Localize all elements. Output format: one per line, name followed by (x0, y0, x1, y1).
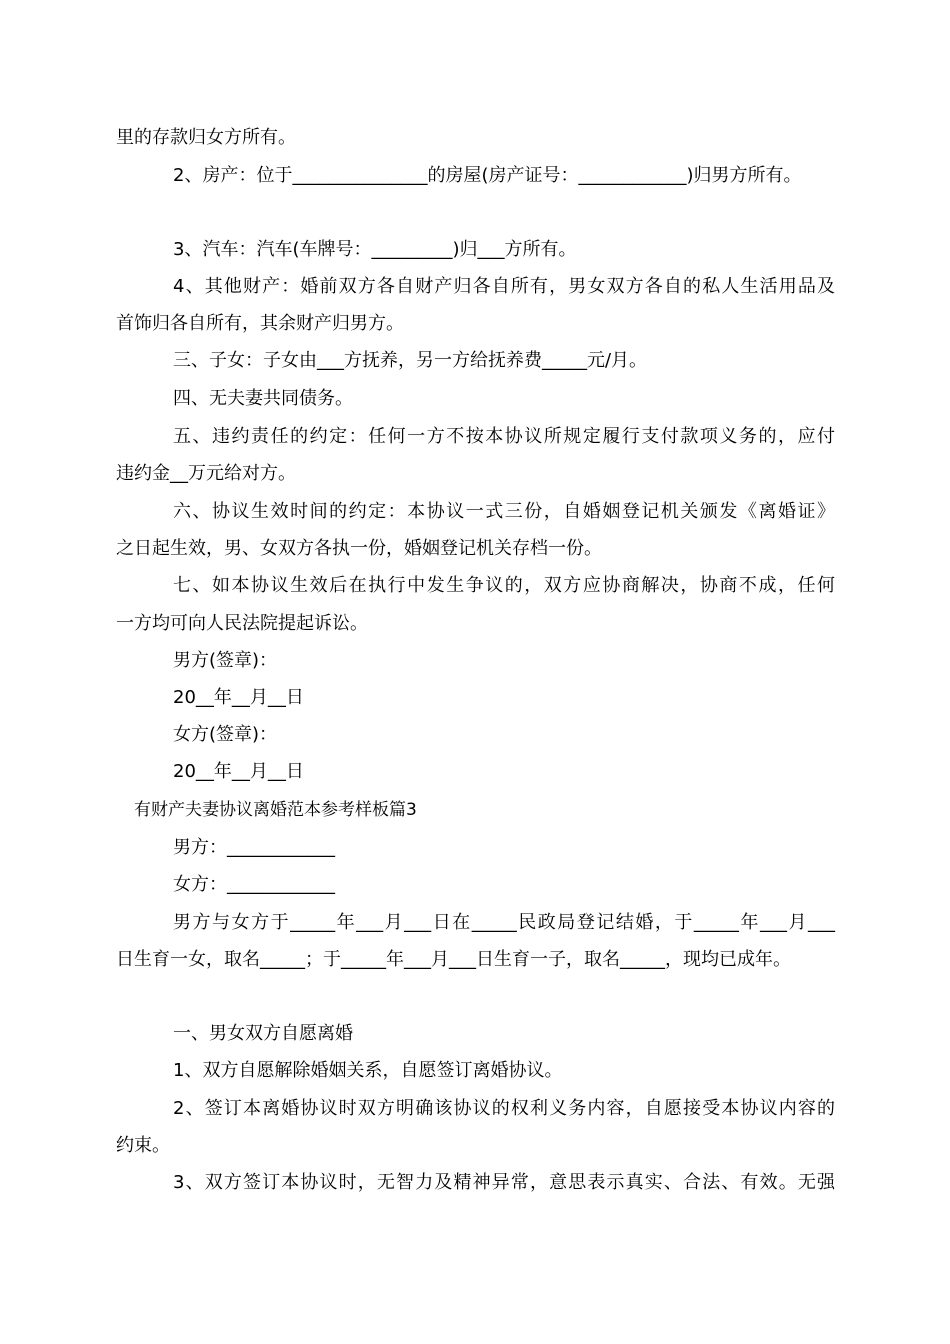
date-line: 20__年__月__日 (173, 687, 304, 708)
paragraph-line: 之日起生效，男、女双方各执一份，婚姻登记机关存档一份。 (116, 538, 602, 559)
paragraph-line: 一方均可向人民法院提起诉讼。 (116, 613, 368, 634)
paragraph-line: 六、协议生效时间的约定：本协议一式三份，自婚姻登记机关颁发《离婚证》 (173, 501, 835, 522)
signature-label: 女方(签章)： (173, 724, 278, 745)
paragraph-line: 违约金__万元给对方。 (116, 463, 296, 484)
clause-heading: 一、男女双方自愿离婚 (173, 1023, 353, 1044)
paragraph-line: 2、房产：位于_______________的房屋(房产证号：____________)归男方所有。 (173, 165, 802, 186)
paragraph-line: 3、双方签订本协议时，无智力及精神异常，意思表示真实、合法、有效。无强 (173, 1172, 835, 1193)
paragraph-line: 首饰归各自所有，其余财产归男方。 (116, 313, 404, 334)
paragraph-line: 男方与女方于_____年___月___日在_____民政局登记结婚，于_____年___月___ (173, 912, 835, 933)
paragraph-line: 三、子女：子女由___方抚养，另一方给抚养费_____元/月。 (173, 350, 648, 371)
paragraph-line: 约束。 (116, 1135, 170, 1156)
party-line: 男方：____________ (173, 837, 335, 858)
paragraph-line: 七、如本协议生效后在执行中发生争议的，双方应协商解决，协商不成，任何 (173, 575, 835, 596)
section-heading: 有财产夫妻协议离婚范本参考样板篇3 (134, 800, 417, 820)
party-line: 女方：____________ (173, 874, 335, 895)
signature-label: 男方(签章)： (173, 650, 278, 671)
paragraph-line: 4、其他财产：婚前双方各自财产归各自所有，男女双方各自的私人生活用品及 (173, 276, 835, 297)
paragraph-line: 里的存款归女方所有。 (116, 127, 296, 148)
paragraph-line: 1、双方自愿解除婚姻关系，自愿签订离婚协议。 (173, 1060, 563, 1081)
paragraph-line: 3、汽车：汽车(车牌号：_________)归___方所有。 (173, 239, 577, 260)
paragraph-line: 2、签订本离婚协议时双方明确该协议的权利义务内容，自愿接受本协议内容的 (173, 1098, 835, 1119)
paragraph-line: 四、无夫妻共同债务。 (173, 388, 353, 409)
paragraph-line: 日生育一女，取名_____；于_____年___月___日生育一子，取名_____，现均已成年。 (116, 949, 791, 970)
paragraph-line: 五、违约责任的约定：任何一方不按本协议所规定履行支付款项义务的，应付 (173, 426, 835, 447)
date-line: 20__年__月__日 (173, 761, 304, 782)
